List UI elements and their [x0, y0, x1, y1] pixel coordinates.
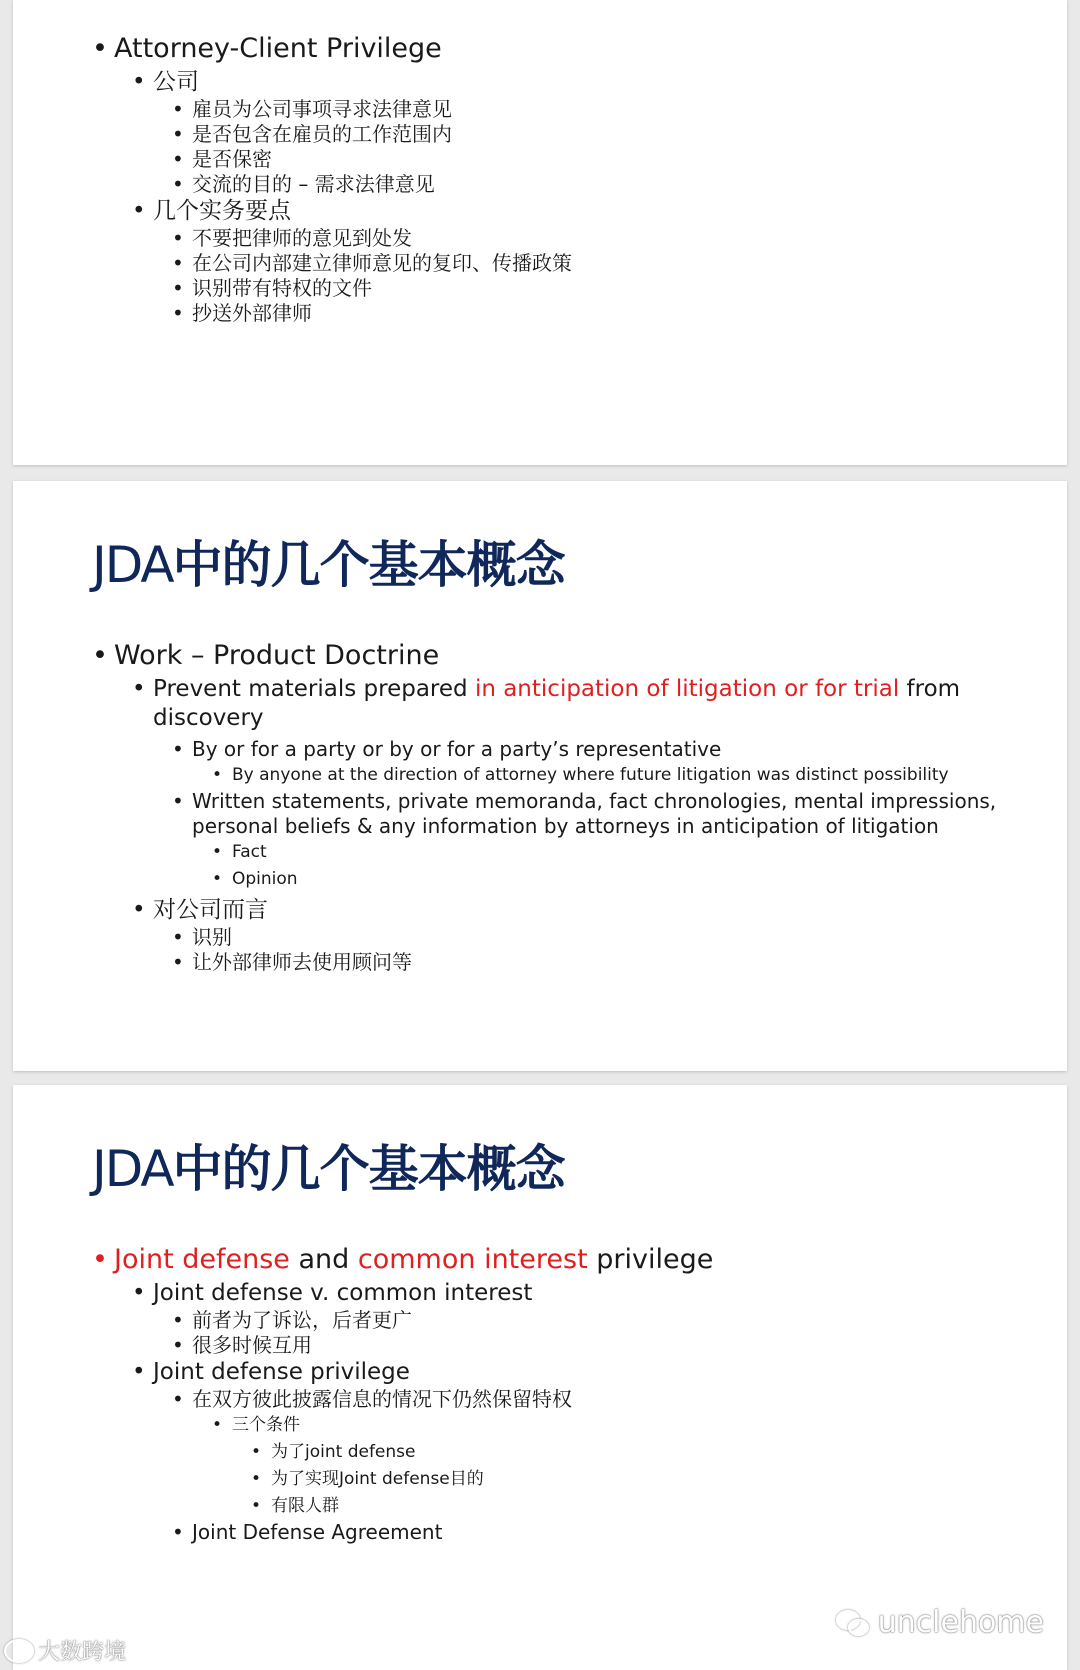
bullet-l3: • Written statements, private memoranda, fact chronologies, mental impressions, personal beliefs & any information by attorneys in anticipation of litigation [92, 789, 1007, 839]
slide-2 [13, 481, 1067, 1071]
bullet-l3: • 雇员为公司事项寻求法律意见 [92, 97, 1007, 122]
bullet-l1 [92, 1241, 1007, 1279]
bullet-l3: • 识别 [92, 925, 1007, 950]
bullet-l2: • Joint defense v. common interest [92, 1279, 1007, 1308]
text-run: from discovery [153, 676, 961, 731]
bullet-l1: • Attorney-Client Privilege [92, 30, 1007, 68]
slide-3-title [92, 1129, 565, 1201]
title-rest: 中的几个基本概念 [172, 1140, 565, 1198]
title-rest: 中的几个基本概念 [172, 536, 565, 594]
bullet-l3: • 是否保密 [92, 147, 1007, 172]
bullet-l2: • 公司 [92, 68, 1007, 97]
bullet-l3: • 在双方彼此披露信息的情况下仍然保留特权 [92, 1387, 1007, 1412]
title-prefix: JDA [92, 536, 173, 594]
bullet-l3: • 是否包含在雇员的工作范围内 [92, 122, 1007, 147]
title-prefix: JDA [92, 1140, 173, 1198]
bullet-l3: • 抄送外部律师 [92, 301, 1007, 326]
slide-1 [13, 0, 1067, 465]
bullet-l4: • By anyone at the direction of attorney where future litigation was distinct possibility [92, 762, 1007, 789]
bullet-l2 [92, 675, 1007, 733]
slide-3-content [92, 1241, 1007, 1545]
bullet-l4: • Fact [92, 839, 1007, 866]
bullet-l2: • 对公司而言 [92, 896, 1007, 925]
highlight-text: in anticipation of litigation or for trial [474, 676, 900, 702]
bullet-l3: • 交流的目的 – 需求法律意见 [92, 172, 1007, 197]
text-run: privilege [587, 1244, 714, 1275]
text-run: Prevent materials prepared [153, 676, 475, 702]
bullet-l5: • 有限人群 [92, 1493, 1007, 1520]
bullet-l5: • 为了实现Joint defense目的 [92, 1466, 1007, 1493]
bullet-l5: • 为了joint defense [92, 1439, 1007, 1466]
watermark-left [4, 1635, 126, 1666]
bullet-l3: • 不要把律师的意见到处发 [92, 226, 1007, 251]
slide-3 [13, 1085, 1067, 1670]
bullet-l3: • 前者为了诉讼，后者更广 [92, 1308, 1007, 1333]
watermark-right [836, 1605, 1044, 1640]
slide-1-content [92, 30, 1007, 326]
bullet-l3: • 在公司内部建立律师意见的复印、传播政策 [92, 251, 1007, 276]
highlight-text: common interest [357, 1244, 588, 1275]
bullet-l2: • 几个实务要点 [92, 197, 1007, 226]
highlight-text: Joint defense [114, 1244, 290, 1275]
watermark-left-text: 大数跨境 [38, 1640, 127, 1665]
watermark-right-text: unclehome [877, 1605, 1044, 1640]
slide-2-content [92, 637, 1007, 975]
bullet-l3: • By or for a party or by or for a party’s representative [92, 737, 1007, 762]
bullet-l2: • Joint defense privilege [92, 1358, 1007, 1387]
bullet-l4: • Opinion [92, 866, 1007, 893]
bullet-l3: • 让外部律师去使用顾问等 [92, 950, 1007, 975]
bullet-l3: • 很多时候互用 [92, 1333, 1007, 1358]
bullet-l3: • 识别带有特权的文件 [92, 276, 1007, 301]
bullet-l3: • Joint Defense Agreement [92, 1520, 1007, 1545]
logo-icon [4, 1639, 34, 1663]
text-run: and [289, 1244, 358, 1275]
bullet-l1: • Work – Product Doctrine [92, 637, 1007, 675]
slide-2-title [92, 525, 565, 597]
wechat-icon [836, 1610, 870, 1636]
bullet-l4: • 三个条件 [92, 1412, 1007, 1439]
